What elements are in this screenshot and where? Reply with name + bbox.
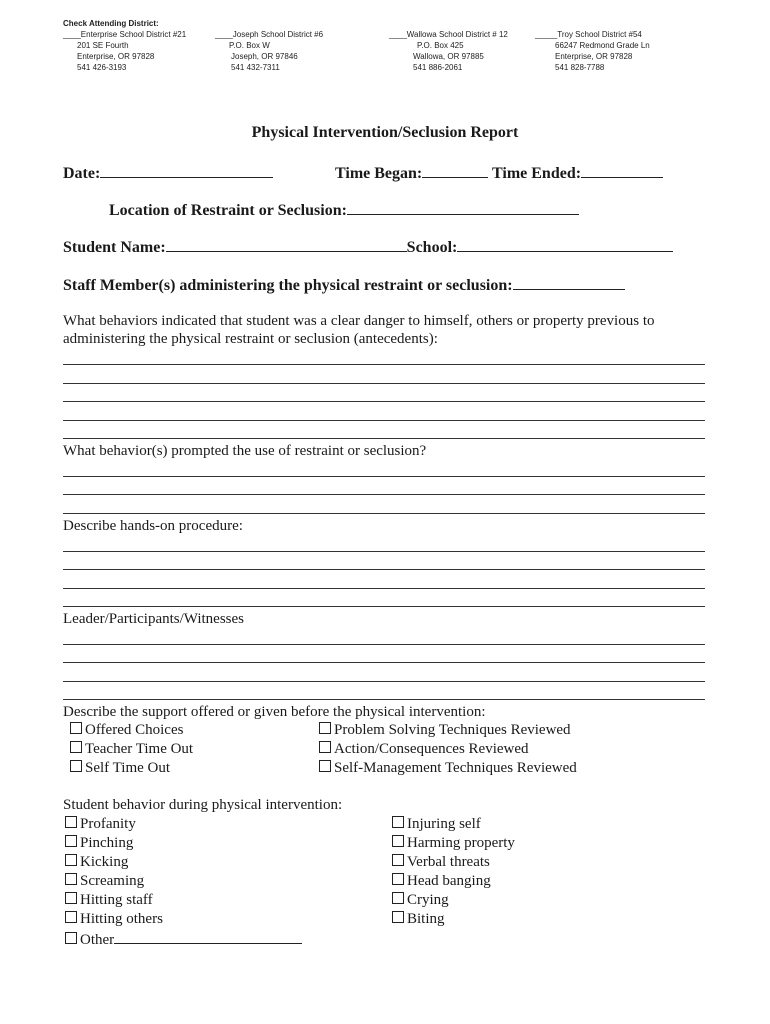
behavior-option[interactable]: Verbal threats bbox=[392, 853, 515, 872]
checkbox[interactable] bbox=[392, 816, 404, 828]
checkbox[interactable] bbox=[319, 722, 331, 734]
answer-line[interactable] bbox=[63, 438, 705, 439]
district-name: ____Wallowa School District # 12 bbox=[389, 30, 508, 39]
answer-line[interactable] bbox=[63, 606, 705, 607]
checkbox[interactable] bbox=[392, 892, 404, 904]
school-field[interactable] bbox=[457, 237, 673, 252]
support-option[interactable]: Self Time Out bbox=[70, 759, 193, 778]
staff-row bbox=[63, 275, 625, 295]
time-began-label: Time Began: bbox=[335, 165, 423, 182]
support-option[interactable]: Teacher Time Out bbox=[70, 740, 193, 759]
answer-line[interactable] bbox=[63, 662, 705, 663]
time-ended-label: Time Ended: bbox=[491, 165, 582, 182]
checkbox[interactable] bbox=[392, 835, 404, 847]
date-field[interactable] bbox=[100, 163, 273, 178]
support-option[interactable]: Problem Solving Techniques Reviewed bbox=[319, 721, 577, 740]
time-row bbox=[335, 163, 663, 183]
district-city: Joseph, OR 97846 bbox=[231, 52, 298, 61]
answer-line[interactable] bbox=[63, 699, 705, 700]
district-phone: 541 886-2061 bbox=[413, 63, 463, 72]
district-name: ____Joseph School District #6 bbox=[215, 30, 324, 39]
staff-field[interactable] bbox=[513, 275, 625, 290]
checkbox[interactable] bbox=[70, 722, 82, 734]
checkbox[interactable] bbox=[65, 911, 77, 923]
support-option[interactable]: Action/Consequences Reviewed bbox=[319, 740, 577, 759]
date-row bbox=[63, 163, 273, 183]
antecedents-question: What behaviors indicated that student was a clear danger to himself, others or property previous to administering the physical restraint or seclusion (antecedents): bbox=[63, 313, 655, 347]
answer-line[interactable] bbox=[63, 551, 705, 552]
checkbox[interactable] bbox=[65, 932, 77, 944]
checkbox[interactable] bbox=[65, 854, 77, 866]
answer-line[interactable] bbox=[63, 569, 705, 570]
district-troy[interactable] bbox=[535, 29, 650, 73]
answer-line[interactable] bbox=[63, 494, 705, 495]
answer-line[interactable] bbox=[63, 420, 705, 421]
behavior-option[interactable]: Head banging bbox=[392, 872, 515, 891]
student-row bbox=[63, 237, 673, 257]
behavior-option[interactable]: Harming property bbox=[392, 834, 515, 853]
location-field[interactable] bbox=[347, 200, 579, 215]
date-label: Date: bbox=[63, 165, 101, 182]
checkbox[interactable] bbox=[65, 873, 77, 885]
behavior-option[interactable]: Biting bbox=[392, 910, 515, 929]
support-question: Describe the support offered or given before the physical intervention: bbox=[63, 704, 486, 720]
answer-line[interactable] bbox=[63, 401, 705, 402]
checkbox[interactable] bbox=[65, 892, 77, 904]
behavior-option[interactable]: Hitting others bbox=[65, 910, 302, 929]
district-wallowa[interactable] bbox=[389, 29, 508, 73]
checkbox[interactable] bbox=[70, 741, 82, 753]
answer-line[interactable] bbox=[63, 513, 705, 514]
checkbox[interactable] bbox=[319, 760, 331, 772]
behavior-question: Student behavior during physical intervention: bbox=[63, 797, 343, 813]
behavior-option[interactable]: Pinching bbox=[65, 834, 302, 853]
answer-line[interactable] bbox=[63, 476, 705, 477]
location-label: Location of Restraint or Seclusion: bbox=[109, 202, 347, 219]
report-title: Physical Intervention/Seclusion Report bbox=[251, 124, 519, 141]
student-name-label: Student Name: bbox=[63, 239, 166, 256]
checkbox[interactable] bbox=[65, 816, 77, 828]
support-options-left bbox=[70, 721, 193, 778]
student-name-field[interactable] bbox=[166, 237, 407, 252]
behavior-option[interactable]: Profanity bbox=[65, 815, 302, 834]
checkbox[interactable] bbox=[319, 741, 331, 753]
prompted-question: What behavior(s) prompted the use of restraint or seclusion? bbox=[63, 443, 427, 459]
district-phone: 541 426-3193 bbox=[77, 63, 127, 72]
district-phone: 541 828-7788 bbox=[555, 63, 605, 72]
leader-question: Leader/Participants/Witnesses bbox=[63, 611, 245, 627]
other-field[interactable] bbox=[114, 929, 302, 944]
district-header bbox=[63, 18, 713, 72]
district-address: P.O. Box W bbox=[229, 41, 270, 50]
answer-line[interactable] bbox=[63, 383, 705, 384]
district-address: 201 SE Fourth bbox=[77, 41, 129, 50]
answer-line[interactable] bbox=[63, 588, 705, 589]
district-address: P.O. Box 425 bbox=[417, 41, 464, 50]
answer-line[interactable] bbox=[63, 364, 705, 365]
district-enterprise[interactable] bbox=[63, 29, 186, 73]
district-address: 66247 Redmond Grade Ln bbox=[555, 41, 650, 50]
behavior-option-other[interactable]: Other bbox=[65, 929, 302, 950]
district-city: Enterprise, OR 97828 bbox=[77, 52, 155, 61]
behavior-option[interactable]: Kicking bbox=[65, 853, 302, 872]
time-ended-field[interactable] bbox=[581, 163, 663, 178]
location-row bbox=[109, 200, 579, 220]
district-name: ____Enterprise School District #21 bbox=[63, 30, 187, 39]
district-phone: 541 432-7311 bbox=[231, 63, 280, 72]
checkbox[interactable] bbox=[392, 854, 404, 866]
behavior-option[interactable]: Hitting staff bbox=[65, 891, 302, 910]
behavior-option[interactable]: Screaming bbox=[65, 872, 302, 891]
behavior-option[interactable]: Crying bbox=[392, 891, 515, 910]
checkbox[interactable] bbox=[65, 835, 77, 847]
district-name: _____Troy School District #54 bbox=[535, 30, 642, 39]
procedure-question: Describe hands-on procedure: bbox=[63, 518, 243, 534]
school-label: School: bbox=[406, 239, 458, 256]
district-joseph[interactable] bbox=[215, 29, 323, 73]
checkbox[interactable] bbox=[392, 911, 404, 923]
answer-line[interactable] bbox=[63, 681, 705, 682]
behavior-option[interactable]: Injuring self bbox=[392, 815, 515, 834]
support-option[interactable]: Offered Choices bbox=[70, 721, 193, 740]
staff-label: Staff Member(s) administering the physical restraint or seclusion: bbox=[63, 277, 513, 294]
checkbox[interactable] bbox=[392, 873, 404, 885]
answer-line[interactable] bbox=[63, 644, 705, 645]
district-city: Wallowa, OR 97885 bbox=[413, 52, 484, 61]
check-district-label: Check Attending District: bbox=[63, 19, 159, 28]
district-city: Enterprise, OR 97828 bbox=[555, 52, 633, 61]
behavior-options-left bbox=[65, 815, 302, 950]
checkbox[interactable] bbox=[70, 760, 82, 772]
behavior-options-right bbox=[392, 815, 515, 929]
support-option[interactable]: Self-Management Techniques Reviewed bbox=[319, 759, 577, 778]
support-options-right bbox=[319, 721, 577, 778]
time-began-field[interactable] bbox=[422, 163, 488, 178]
